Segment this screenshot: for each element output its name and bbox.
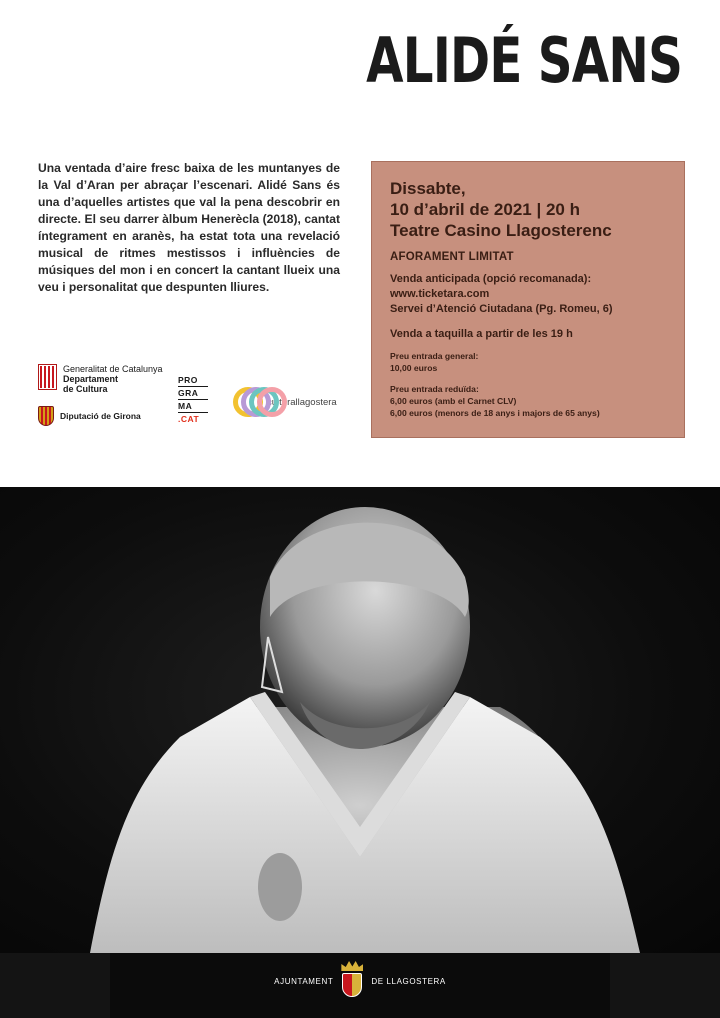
programa-line-2: GRA <box>178 387 208 400</box>
gencat-name: Generalitat de Catalunya <box>63 364 163 374</box>
reduced-price-label: Preu entrada reduïda: <box>390 384 479 394</box>
event-info-box <box>371 161 685 438</box>
event-day: Dissabte, <box>390 179 466 198</box>
programa-line-1: PRO <box>178 374 208 387</box>
reduced-price-value-1: 6,00 euros (amb el Carnet CLV) <box>390 396 517 406</box>
artist-photo <box>0 487 720 953</box>
presale-label: Venda anticipada (opció recomanada): <box>390 273 592 285</box>
programa-line-3: MA <box>178 400 208 413</box>
gencat-culture: de Cultura <box>63 384 108 394</box>
llagostera-crest-icon <box>339 961 365 1001</box>
event-date: 10 d’abril de 2021 | 20 h <box>390 200 580 219</box>
presale-office: Servei d’Atenció Ciutadana (Pg. Romeu, 6) <box>390 303 613 315</box>
general-price-label: Preu entrada general: <box>390 351 479 361</box>
event-date-block <box>390 178 666 241</box>
artist-description: Una ventada d’aire fresc baixa de les muntanyes de la Val d’Aran per abraçar l’escenari. Alidé Sans és una d’aquelles artistes que val la pena descobrir en directe. El seu darrer àlbum Henerècla (2018), cantat íntegrament en aranès, ha estat tota una revelació musical de ritmes mestissos i influències de músiques del mon i en concert la cantant llueix una veu i personalitat que despunten lliures. <box>38 161 340 294</box>
presale-info <box>390 272 666 317</box>
gencat-logo <box>38 364 163 394</box>
diputacio-shield-icon <box>38 406 54 426</box>
artist-silhouette-illustration <box>0 487 720 953</box>
general-price-value: 10,00 euros <box>390 363 438 373</box>
reduced-price-value-2: 6,00 euros (menors de 18 anys i majors de 65 anys) <box>390 408 600 418</box>
diputacio-logo <box>38 406 141 426</box>
presale-web-link[interactable]: www.ticketara.com <box>390 288 490 300</box>
gencat-department: Departament <box>63 374 119 384</box>
sponsor-logos <box>38 364 358 434</box>
programa-cat-logo <box>178 374 208 425</box>
cultura-name: culturallagostera <box>267 396 337 408</box>
llagostera-label: DE LLAGOSTERA <box>371 976 446 986</box>
ajuntament-label: AJUNTAMENT <box>274 976 334 986</box>
poster-title: ALIDÉ SANS <box>365 24 682 97</box>
footer-bar <box>0 953 720 1018</box>
diputacio-name: Diputació de Girona <box>60 411 141 421</box>
gencat-flag-icon <box>38 364 57 390</box>
box-office-info: Venda a taquilla a partir de les 19 h <box>390 328 573 340</box>
cultura-rings-icon <box>233 384 283 420</box>
programa-line-4: .CAT <box>178 414 200 424</box>
cultura-llagostera-logo <box>233 384 337 420</box>
event-venue: Teatre Casino Llagosterenc <box>390 221 612 240</box>
ajuntament-logo <box>110 961 610 1001</box>
general-price-info <box>390 350 666 374</box>
reduced-price-info <box>390 383 666 419</box>
capacity-notice: AFORAMENT LIMITAT <box>390 251 514 263</box>
